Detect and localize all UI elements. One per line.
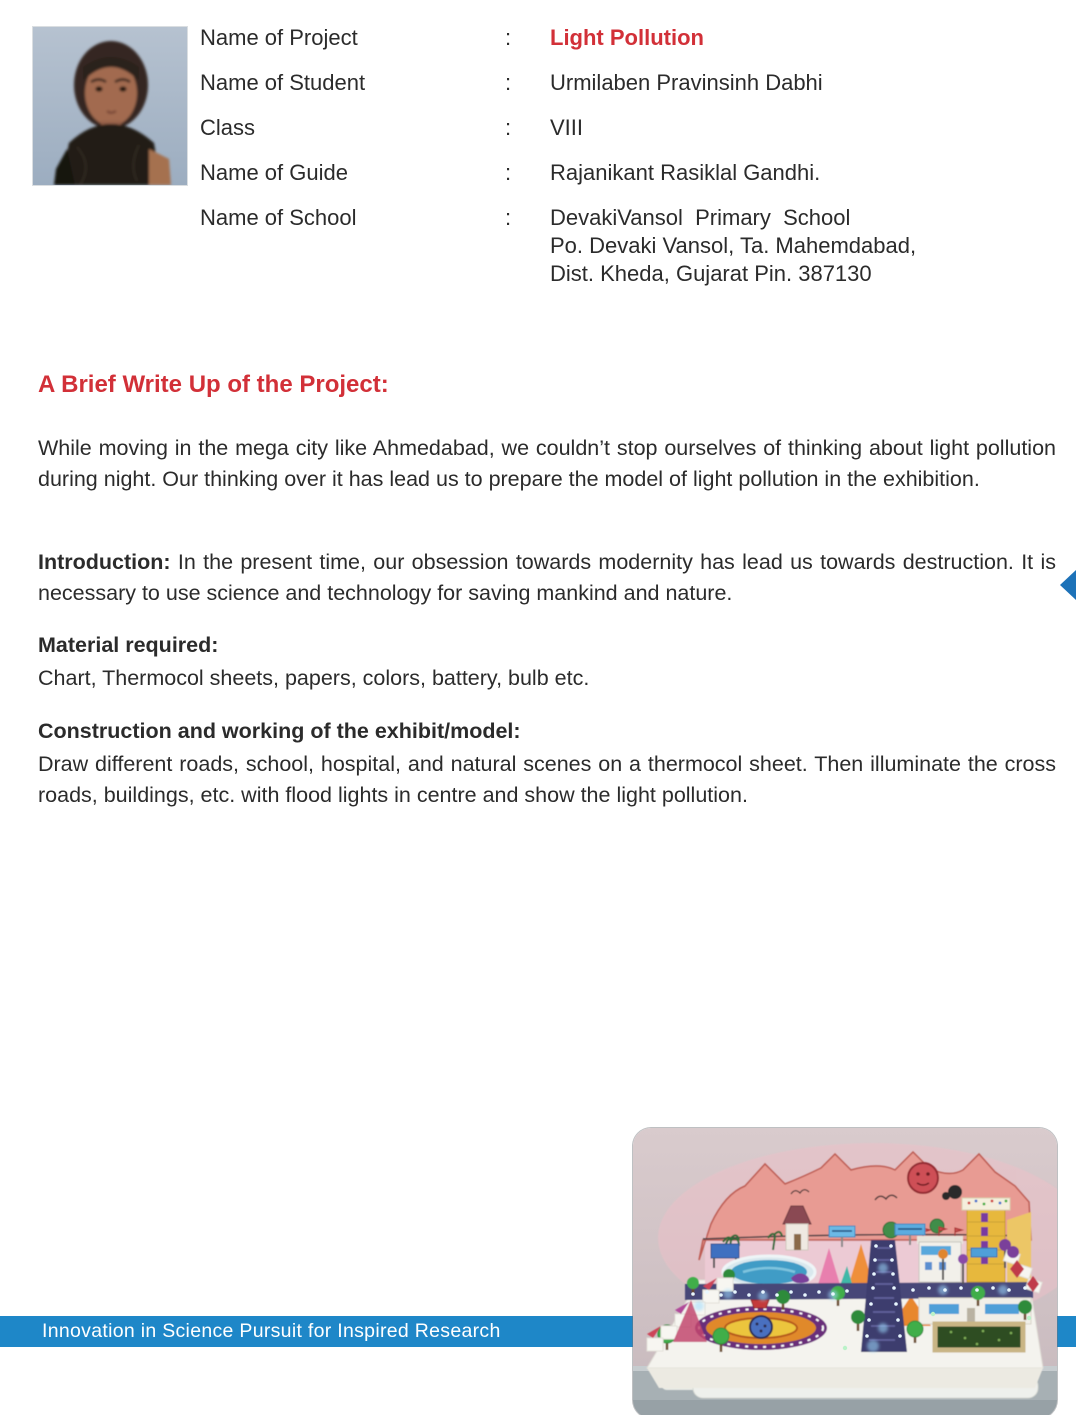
student-photo: [33, 27, 187, 185]
info-row: [200, 69, 1056, 97]
info-row-value: DevakiVansol Primary School Po. Devaki Vansol, Ta. Mahemdabad, Dist. Kheda, Gujarat Pin. 387130: [550, 205, 917, 286]
info-row-separator: :: [505, 70, 512, 95]
info-row-separator: :: [505, 160, 512, 185]
info-row-label: Name of Student: [200, 70, 366, 95]
section-introduction: [38, 547, 1056, 608]
exhibit-model-photo: [633, 1128, 1057, 1415]
info-row-label: Name of Project: [200, 25, 358, 50]
info-row-separator: :: [505, 115, 512, 140]
info-row-label: Name of School: [200, 205, 357, 230]
student-photo-image: [33, 27, 187, 185]
section-introduction-body: In the present time, our obsession towards modernity has lead us towards destruction. It is necessary to use science and technology for saving mankind and nature.: [38, 550, 1056, 605]
section-construction-title: Construction and working of the exhibit/model:: [38, 719, 521, 743]
info-row-separator: :: [505, 205, 512, 230]
exhibit-model-photo-image: [633, 1128, 1057, 1415]
project-info-table: [200, 24, 1056, 305]
info-row-value: Light Pollution: [550, 25, 704, 50]
writeup-opening-paragraph: While moving in the mega city like Ahmedabad, we couldn’t stop ourselves of thinking about light pollution during night. Our thinking over it has lead us to prepare the model of light pollution in the exhibition.: [38, 436, 1056, 491]
info-row-separator: :: [505, 25, 512, 50]
info-row: [200, 204, 1056, 288]
section-material-title: Material required:: [38, 633, 219, 657]
info-row: [200, 114, 1056, 142]
page-edge-arrow-icon: [1060, 570, 1076, 600]
section-material-body: Chart, Thermocol sheets, papers, colors, battery, bulb etc.: [38, 666, 590, 690]
info-row: [200, 24, 1056, 52]
section-construction-body: Draw different roads, school, hospital, and natural scenes on a thermocol sheet. Then illuminate the cross roads, buildings, etc. with flood lights in centre and show the light pollution.: [38, 752, 1056, 807]
info-row-value: VIII: [550, 115, 584, 140]
info-row-label: Name of Guide: [200, 160, 348, 185]
info-row-label: Class: [200, 115, 256, 140]
info-row: [200, 159, 1056, 187]
info-row-value: Urmilaben Pravinsinh Dabhi: [550, 70, 823, 95]
info-row-value: Rajanikant Rasiklal Gandhi.: [550, 160, 821, 185]
section-introduction-title: Introduction:: [38, 550, 171, 574]
writeup-heading: A Brief Write Up of the Project:: [38, 371, 389, 398]
footer-banner-text: Innovation in Science Pursuit for Inspired Research: [42, 1320, 501, 1342]
